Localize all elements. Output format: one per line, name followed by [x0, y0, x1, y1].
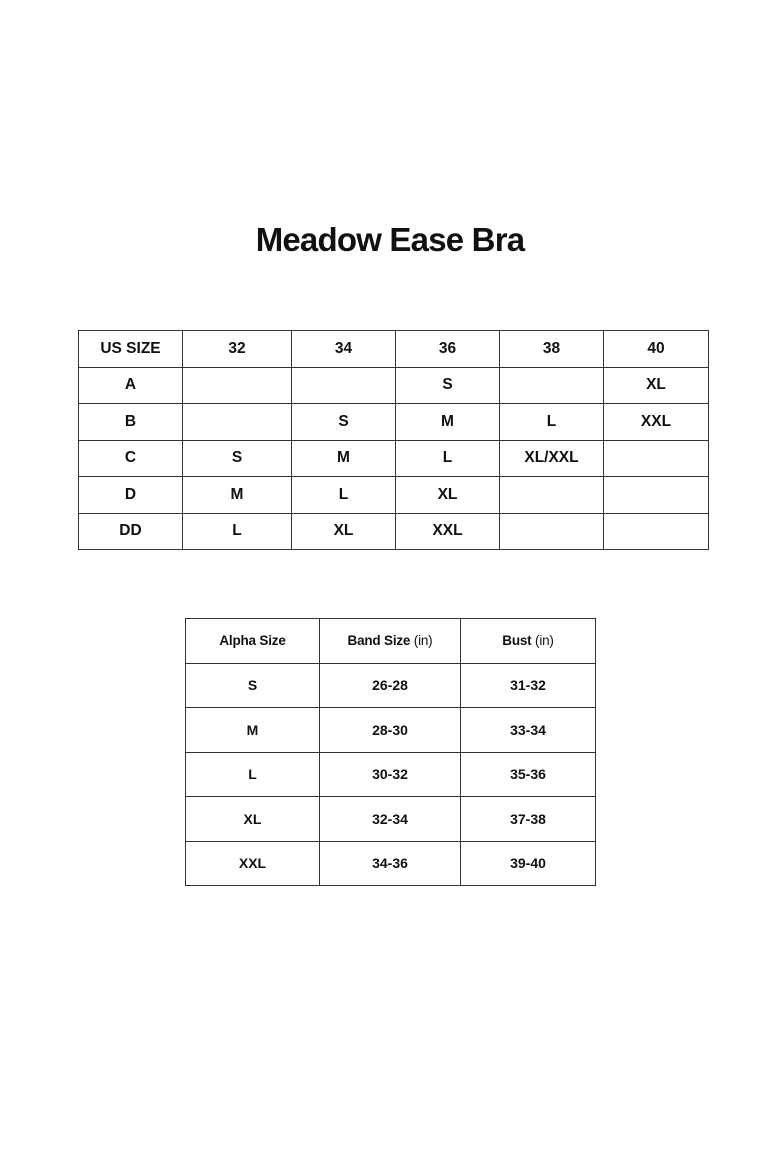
bust-cell: 37-38 [461, 797, 596, 842]
header-band-36: 36 [396, 331, 500, 368]
measurement-row-s [186, 663, 596, 708]
measurement-row-xl [186, 797, 596, 842]
size-cell: M [183, 477, 292, 514]
size-cell: XL [396, 477, 500, 514]
size-cell: XXL [396, 513, 500, 550]
alpha-size-cell: XXL [186, 841, 320, 886]
size-chart-row-b [79, 404, 709, 441]
band-size-cell: 30-32 [320, 752, 461, 797]
band-size-cell: 34-36 [320, 841, 461, 886]
band-size-cell: 32-34 [320, 797, 461, 842]
header-band-size [320, 619, 461, 664]
bust-cell: 33-34 [461, 708, 596, 753]
bust-label: Bust [502, 633, 536, 649]
band-size-cell: 28-30 [320, 708, 461, 753]
band-size-label: Band Size [347, 633, 414, 649]
size-chart-row-dd [79, 513, 709, 550]
size-cell: XL [292, 513, 396, 550]
measurement-row-m [186, 708, 596, 753]
size-cell: S [183, 440, 292, 477]
size-cell: XL/XXL [500, 440, 604, 477]
size-chart-row-d [79, 477, 709, 514]
size-cell: L [396, 440, 500, 477]
cup-label: B [79, 404, 183, 441]
measurement-row-l [186, 752, 596, 797]
cup-label: DD [79, 513, 183, 550]
band-size-cell: 26-28 [320, 663, 461, 708]
cup-label: A [79, 367, 183, 404]
band-size-unit: (in) [413, 633, 433, 649]
size-cell: L [500, 404, 604, 441]
size-cell: M [292, 440, 396, 477]
size-cell: M [396, 404, 500, 441]
size-cell: S [292, 404, 396, 441]
header-band-40: 40 [604, 331, 709, 368]
bust-cell: 31-32 [461, 663, 596, 708]
header-band-34: 34 [292, 331, 396, 368]
bust-cell: 39-40 [461, 841, 596, 886]
alpha-size-cell: XL [186, 797, 320, 842]
header-alpha-size: Alpha Size [186, 619, 320, 664]
measurement-header-row [186, 619, 596, 664]
header-us-size: US SIZE [79, 331, 183, 368]
cup-label: D [79, 477, 183, 514]
size-cell [500, 367, 604, 404]
measurement-row-xxl [186, 841, 596, 886]
size-cell [183, 404, 292, 441]
size-cell [183, 367, 292, 404]
bust-unit: (in) [535, 633, 554, 649]
bust-cell: 35-36 [461, 752, 596, 797]
header-bust [461, 619, 596, 664]
size-chart-row-a [79, 367, 709, 404]
size-cell [500, 477, 604, 514]
header-band-32: 32 [183, 331, 292, 368]
size-cell [292, 367, 396, 404]
size-chart-row-c [79, 440, 709, 477]
size-cell [604, 440, 709, 477]
us-size-chart [78, 330, 709, 550]
size-cell: S [396, 367, 500, 404]
alpha-size-cell: S [186, 663, 320, 708]
page-title: Meadow Ease Bra [255, 221, 525, 258]
size-cell: L [292, 477, 396, 514]
size-cell [604, 513, 709, 550]
size-cell: XXL [604, 404, 709, 441]
header-band-38: 38 [500, 331, 604, 368]
measurement-chart [185, 618, 596, 886]
alpha-size-cell: L [186, 752, 320, 797]
alpha-size-cell: M [186, 708, 320, 753]
size-chart-header-row [79, 331, 709, 368]
size-cell: XL [604, 367, 709, 404]
size-cell [500, 513, 604, 550]
size-cell [604, 477, 709, 514]
cup-label: C [79, 440, 183, 477]
size-cell: L [183, 513, 292, 550]
